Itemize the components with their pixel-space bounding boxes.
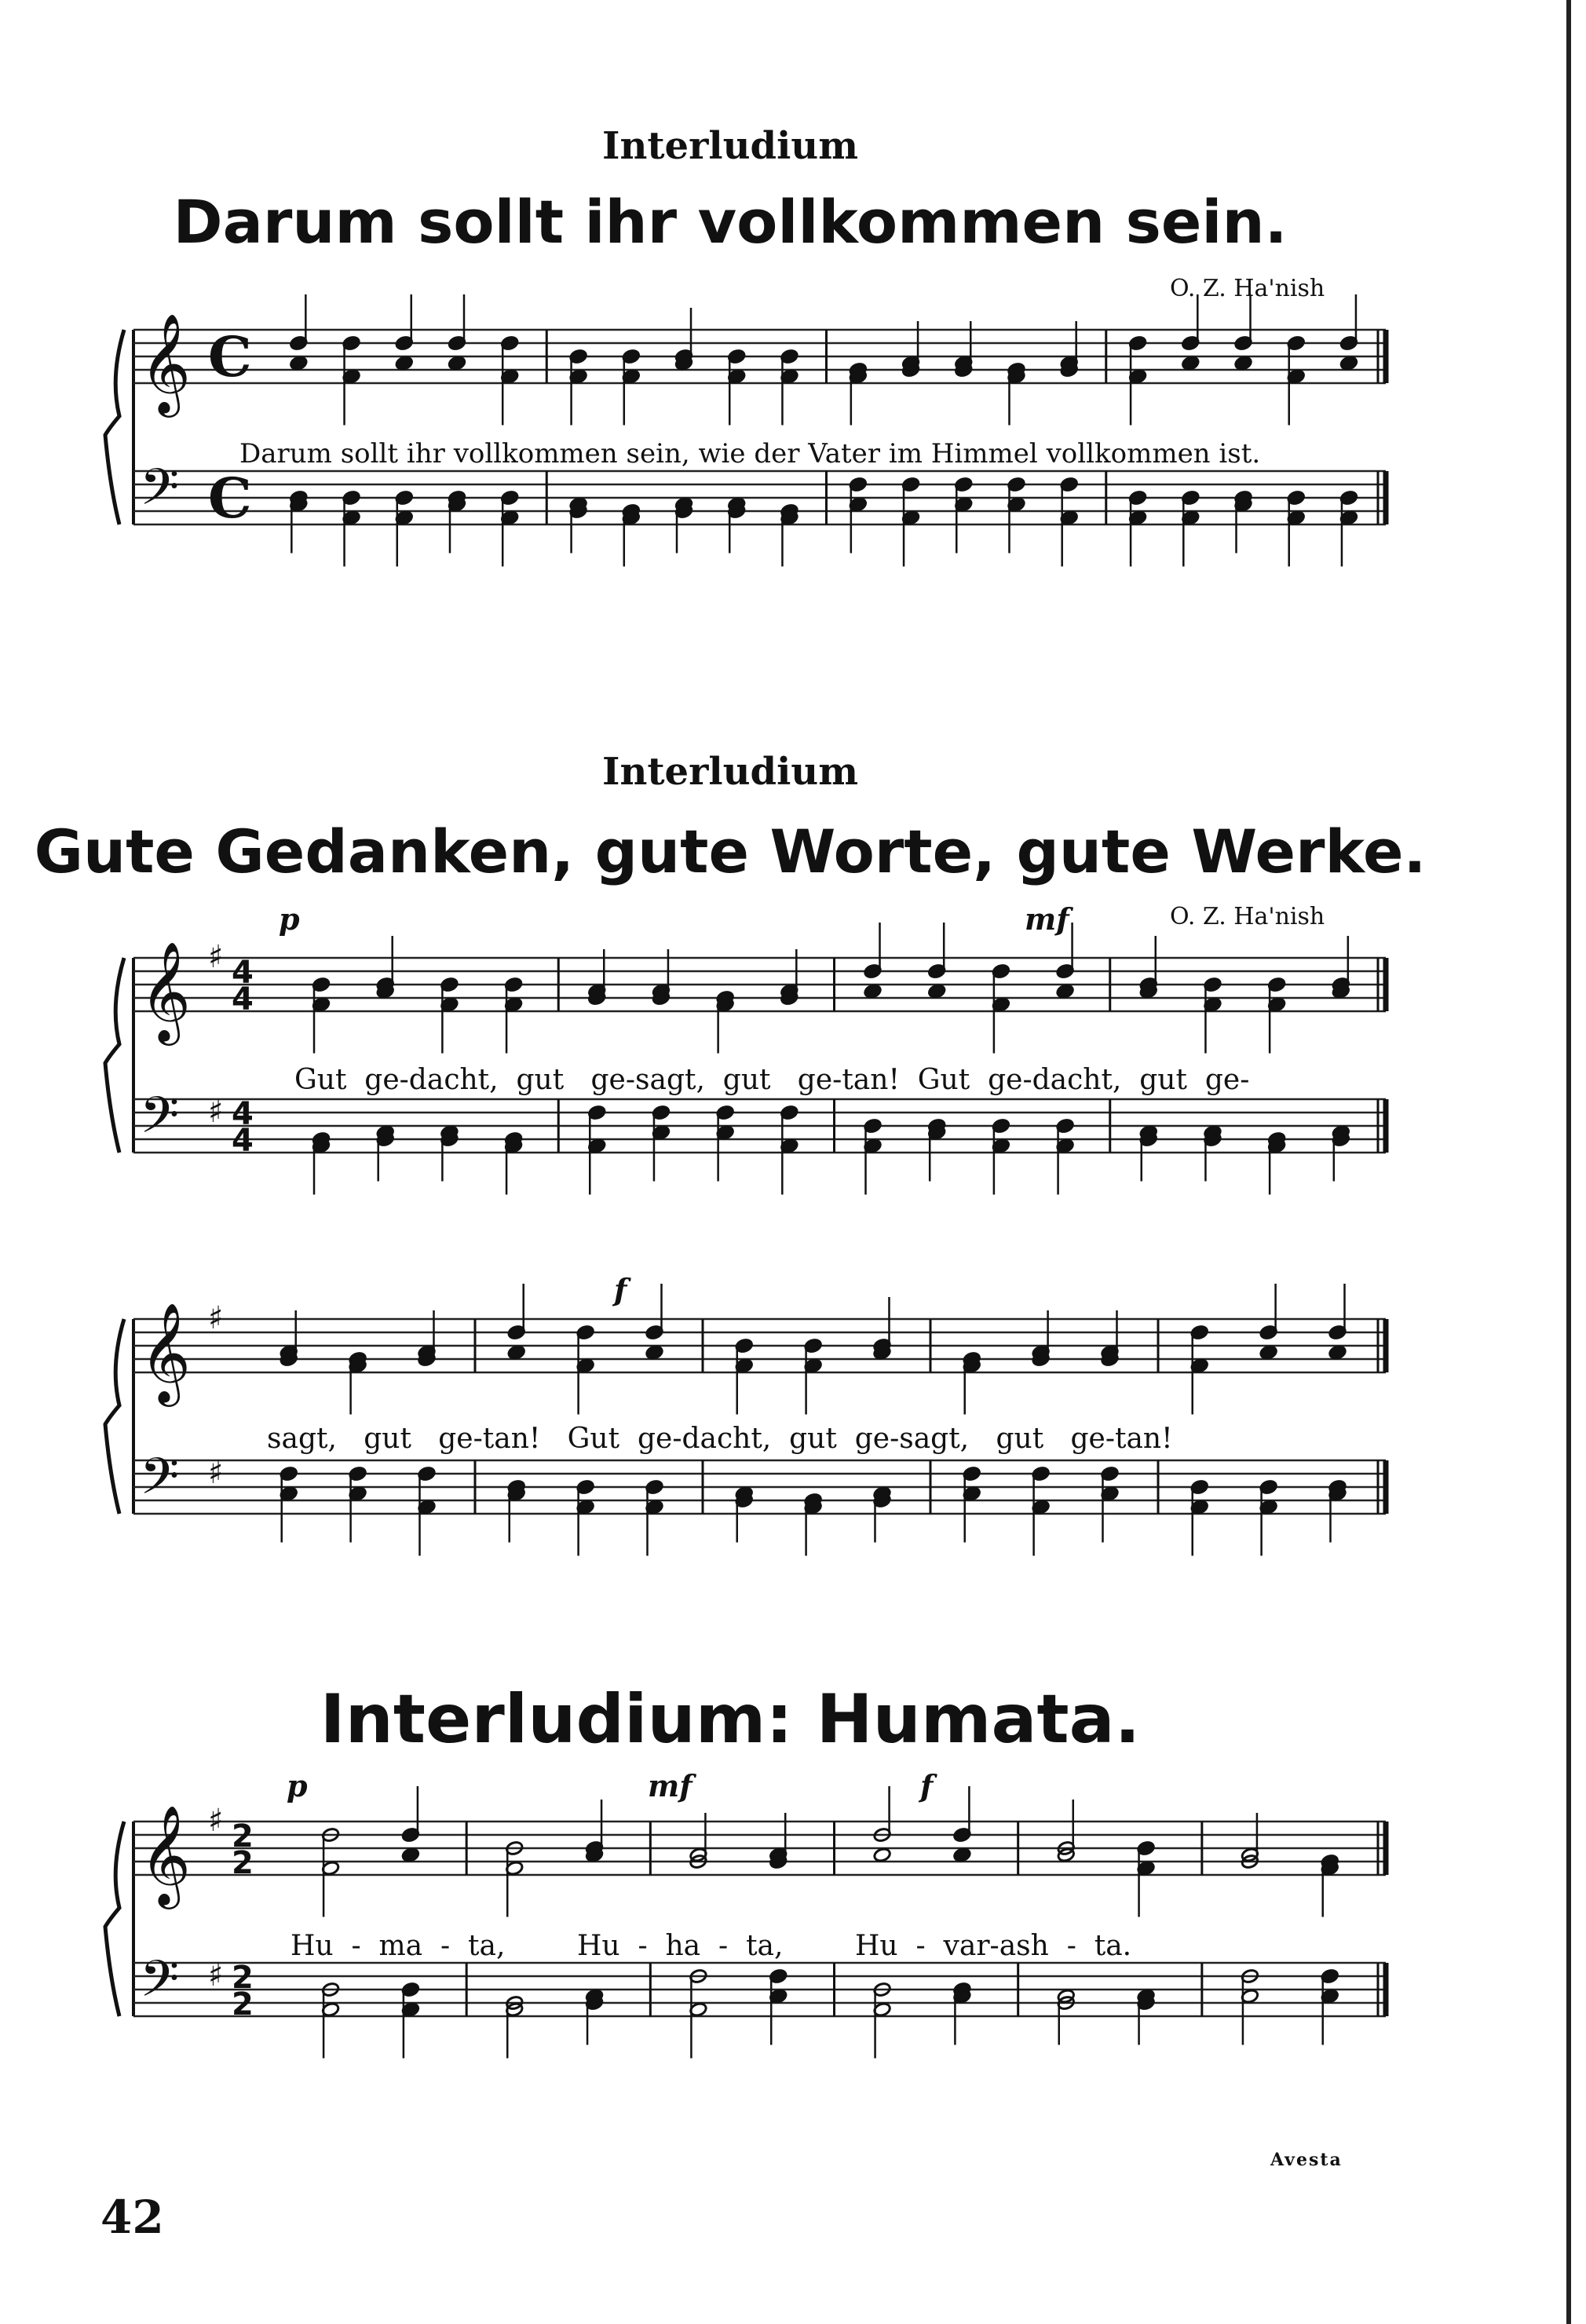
piece-1-lyrics: Darum sollt ihr vollkommen sein, wie der Vater im Himmel vollkommen ist. bbox=[239, 438, 1261, 470]
svg-text:2: 2 bbox=[232, 1986, 254, 2023]
piece-1-score bbox=[0, 298, 1460, 667]
piece-3-title: Interludium: Humata. bbox=[320, 1680, 1141, 1759]
svg-text:♯: ♯ bbox=[208, 1300, 224, 1336]
svg-text:𝄢: 𝄢 bbox=[140, 1448, 180, 1518]
piece-3-dynamic-mf: mf bbox=[648, 1768, 693, 1803]
piece-2-composer: O. Z. Ha'nish bbox=[1170, 903, 1325, 930]
piece-3-dynamic-p: p bbox=[287, 1768, 308, 1803]
svg-text:𝄢: 𝄢 bbox=[140, 1950, 180, 2021]
svg-text:♯: ♯ bbox=[208, 1094, 224, 1130]
piece-1-title: Darum sollt ihr vollkommen sein. bbox=[173, 187, 1288, 257]
svg-text:2: 2 bbox=[232, 1845, 254, 1881]
piece-2-dynamic-p: p bbox=[279, 901, 300, 937]
svg-text:2: 2 bbox=[232, 1960, 254, 1996]
piece-2-subtitle: Interludium bbox=[602, 750, 858, 794]
page-border-line bbox=[1566, 0, 1571, 2324]
piece-2-dynamic-f: f bbox=[614, 1272, 627, 1307]
svg-text:♯: ♯ bbox=[208, 1957, 224, 1993]
piece-3-dynamic-f: f bbox=[920, 1768, 934, 1803]
svg-text:4: 4 bbox=[232, 1123, 254, 1159]
piece-3-score bbox=[0, 1790, 1460, 2151]
piece-2-score-system-2 bbox=[0, 1288, 1460, 1641]
svg-text:𝄞: 𝄞 bbox=[140, 1302, 192, 1402]
piece-2-dynamic-mf: mf bbox=[1025, 901, 1069, 937]
svg-text:𝄞: 𝄞 bbox=[140, 312, 192, 413]
svg-text:𝄞: 𝄞 bbox=[140, 1804, 192, 1905]
svg-text:4: 4 bbox=[232, 955, 254, 991]
svg-text:𝄞: 𝄞 bbox=[140, 941, 192, 1041]
piece-2-title: Gute Gedanken, gute Worte, gute Werke. bbox=[34, 817, 1427, 886]
page-number: 42 bbox=[100, 2191, 164, 2244]
piece-2-lyrics-line-1: Gut ge-dacht, gut ge-sagt, gut ge-tan! Gut ge-dacht, gut ge- bbox=[294, 1064, 1250, 1096]
source-label: Avesta bbox=[1270, 2150, 1343, 2170]
svg-text:𝄢: 𝄢 bbox=[140, 459, 180, 529]
svg-text:C: C bbox=[208, 324, 252, 389]
piece-2-lyrics-line-2: sagt, gut ge-tan! Gut ge-dacht, gut ge-sagt, gut ge-tan! bbox=[267, 1423, 1173, 1455]
svg-text:♯: ♯ bbox=[208, 1803, 224, 1839]
svg-text:4: 4 bbox=[232, 1096, 254, 1132]
piece-3-lyrics: Hu - ma - ta, Hu - ha - ta, Hu - var-ash - ta. bbox=[291, 1930, 1132, 1962]
piece-1-subtitle: Interludium bbox=[602, 124, 858, 168]
svg-text:C: C bbox=[208, 466, 252, 531]
piece-2-score-system-1 bbox=[0, 926, 1460, 1280]
piece-1-composer: O. Z. Ha'nish bbox=[1170, 275, 1325, 302]
svg-text:♯: ♯ bbox=[208, 1455, 224, 1491]
svg-text:𝄢: 𝄢 bbox=[140, 1087, 180, 1157]
svg-text:2: 2 bbox=[232, 1818, 254, 1854]
svg-text:♯: ♯ bbox=[208, 939, 224, 975]
svg-text:4: 4 bbox=[232, 981, 254, 1018]
